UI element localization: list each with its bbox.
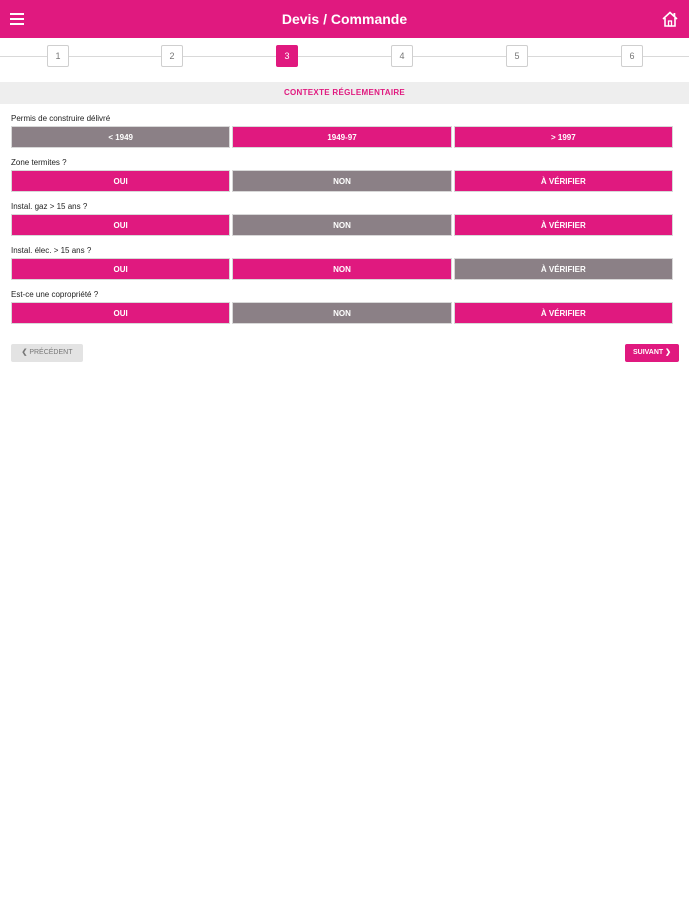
- option-1949-97[interactable]: 1949-97: [232, 126, 451, 148]
- option-gas-a-verifier[interactable]: À VÉRIFIER: [454, 214, 673, 236]
- question-label-termites: Zone termites ?: [11, 158, 67, 167]
- option-electric-a-verifier[interactable]: À VÉRIFIER: [454, 258, 673, 280]
- option-gas-oui[interactable]: OUI: [11, 214, 230, 236]
- step-progress-line: [0, 56, 689, 57]
- option-electric-oui[interactable]: OUI: [11, 258, 230, 280]
- option-group-termites: [11, 170, 673, 192]
- option-termites-oui[interactable]: OUI: [11, 170, 230, 192]
- step-progress: [0, 44, 689, 70]
- option-group-gas: [11, 214, 673, 236]
- option-gas-non[interactable]: NON: [232, 214, 451, 236]
- option-after-1997[interactable]: > 1997: [454, 126, 673, 148]
- next-button-label: SUIVANT: [632, 349, 664, 356]
- option-group-electric: [11, 258, 673, 280]
- step-3[interactable]: 3: [276, 45, 298, 67]
- question-label-coownership: Est-ce une copropriété ?: [11, 290, 99, 299]
- option-coownership-a-verifier[interactable]: À VÉRIFIER: [454, 302, 673, 324]
- step-5[interactable]: 5: [506, 45, 528, 67]
- option-before-1949[interactable]: < 1949: [11, 126, 230, 148]
- question-label-electric: Instal. élec. > 15 ans ?: [11, 246, 92, 255]
- chevron-left-icon: ❮: [21, 349, 28, 356]
- chevron-right-icon: ❯: [665, 349, 672, 356]
- section-title: CONTEXTE RÉGLEMENTAIRE: [0, 82, 689, 104]
- step-2[interactable]: 2: [161, 45, 183, 67]
- question-label-gas: Instal. gaz > 15 ans ?: [11, 202, 88, 211]
- previous-button-label: PRÉCÉDENT: [29, 349, 73, 356]
- app-bar: [0, 0, 689, 38]
- previous-button[interactable]: [11, 344, 83, 362]
- page-title: Devis / Commande: [281, 11, 408, 27]
- option-termites-a-verifier[interactable]: À VÉRIFIER: [454, 170, 673, 192]
- step-6[interactable]: 6: [621, 45, 643, 67]
- question-label-building-permit: Permis de construire délivré: [11, 114, 111, 123]
- step-4[interactable]: 4: [391, 45, 413, 67]
- option-termites-non[interactable]: NON: [232, 170, 451, 192]
- option-coownership-non[interactable]: NON: [232, 302, 451, 324]
- regulatory-form: [11, 110, 673, 332]
- step-1[interactable]: 1: [47, 45, 69, 67]
- option-electric-non[interactable]: NON: [232, 258, 451, 280]
- home-button[interactable]: [661, 10, 679, 28]
- option-coownership-oui[interactable]: OUI: [11, 302, 230, 324]
- option-group-building-permit: [11, 126, 673, 148]
- home-icon: [661, 10, 679, 28]
- option-group-coownership: [11, 302, 673, 324]
- next-button[interactable]: [625, 344, 679, 362]
